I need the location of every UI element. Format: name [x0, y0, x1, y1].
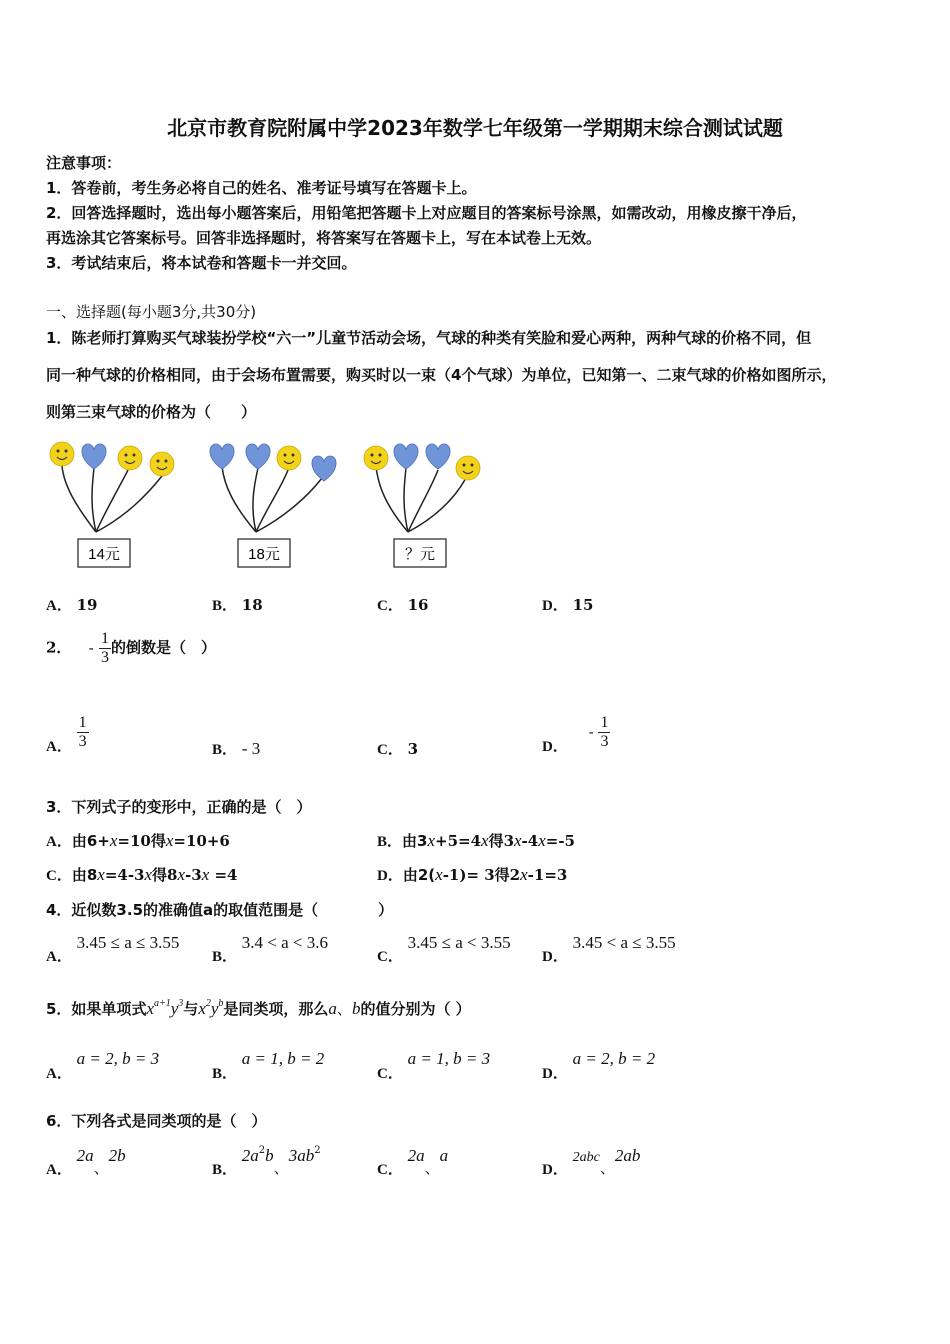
q5-option-a[interactable]: A． a = 2, b = 3 [46, 1049, 160, 1082]
q4-option-d[interactable]: D． 3.45 < a ≤ 3.55 [542, 933, 676, 965]
question-6: 6．下列各式是同类项的是（ ） [46, 1112, 267, 1130]
notice-item: 2．回答选择题时，选出每小题答案后，用铅笔把答题卡上对应题目的答案标号涂黑，如需改动，用橡皮擦干净后， [46, 204, 807, 222]
balloon-figure [46, 436, 486, 572]
page-title: 北京市教育院附属中学2023年数学七年级第一学期期末综合测试试题 [167, 116, 783, 140]
question-1-line: 1．陈老师打算购买气球装扮学校“六一”儿童节活动会场，气球的种类有笑脸和爱心两种，两种气球的价格不同，但 [46, 329, 812, 347]
q2-option-a[interactable]: A． $\frac{1}{3}$ [46, 714, 87, 755]
q4-option-b[interactable]: B． 3.4 < a < 3.6 [212, 933, 329, 965]
smiley-balloon [50, 442, 74, 466]
q4-option-a[interactable]: A． 3.45 ≤ a ≤ 3.55 [46, 933, 180, 965]
balloon-bundle-1 [50, 442, 174, 567]
bundle-price-3: ？元 [404, 546, 436, 563]
q3-option-a[interactable]: A．由6+x=10得x=10+6 [46, 831, 230, 850]
heart-balloon [312, 456, 336, 481]
q6-option-c[interactable]: C． 2a、a [377, 1146, 449, 1178]
q6-option-a[interactable]: A． 2a、2b [46, 1146, 126, 1178]
q1-option-a[interactable]: A． 19 [46, 596, 98, 614]
balloon-bundle-2 [210, 444, 336, 567]
question-1-line: 则第三束气球的价格为（ ） [46, 403, 257, 421]
question-3: 3．下列式子的变形中，正确的是（ ） [46, 798, 312, 816]
question-2: 2． - $\frac{1}{3}$ 的倒数是（ ） [46, 630, 216, 666]
smiley-balloon [118, 446, 142, 470]
heart-balloon [246, 444, 270, 469]
q6-option-d[interactable]: D． 2abc、2ab [542, 1146, 641, 1178]
q3-option-c[interactable]: C．由8x=4-3x得8x-3x =4 [46, 865, 238, 884]
notice-heading: 注意事项： [46, 154, 122, 172]
q3-option-b[interactable]: B．由3x+5=4x得3x-4x=-5 [377, 831, 575, 850]
q1-option-c[interactable]: C． 16 [377, 596, 429, 614]
smiley-balloon [277, 446, 301, 470]
q1-option-d[interactable]: D． 15 [542, 596, 594, 614]
heart-balloon [210, 444, 234, 469]
q3-option-d[interactable]: D．由2(x-1)= 3得2x-1=3 [377, 865, 568, 884]
notice-item: 3．考试结束后，将本试卷和答题卡一并交回。 [46, 254, 357, 272]
q5-option-d[interactable]: D． a = 2, b = 2 [542, 1049, 656, 1082]
smiley-balloon [456, 456, 480, 480]
fraction: $\frac{1}{3}$ [100, 630, 109, 666]
bundle-price-1: 14元 [88, 546, 120, 563]
balloon-bundle-3 [364, 444, 480, 567]
smiley-balloon [364, 446, 388, 470]
bundle-price-2: 18元 [248, 546, 280, 563]
question-1-line: 同一种气球的价格相同，由于会场布置需要，购买时以一束（4个气球）为单位，已知第一、二束气球的价格如图所示， [46, 366, 837, 384]
section-heading: 一、选择题(每小题3分,共30分) [46, 303, 257, 321]
notice-item: 1．答卷前，考生务必将自己的姓名、准考证号填写在答题卡上。 [46, 179, 477, 197]
question-4: 4．近似数3.5的准确值a的取值范围是（ ） [46, 901, 394, 919]
q5-option-c[interactable]: C． a = 1, b = 3 [377, 1049, 491, 1082]
notice-item: 再选涂其它答案标号。回答非选择题时，将答案写在答题卡上，写在本试卷上无效。 [46, 229, 602, 247]
q1-option-b[interactable]: B． 18 [212, 596, 263, 614]
q5-option-b[interactable]: B． a = 1, b = 2 [212, 1049, 325, 1082]
q2-option-b[interactable]: B． - 3 [212, 739, 261, 758]
q4-option-c[interactable]: C． 3.45 ≤ a < 3.55 [377, 933, 511, 965]
smiley-balloon [150, 452, 174, 476]
q2-option-d[interactable]: D． - $\frac{1}{3}$ [542, 714, 609, 755]
heart-balloon [426, 444, 450, 469]
q2-option-c[interactable]: C． 3 [377, 740, 419, 758]
heart-balloon [394, 444, 418, 469]
question-5: 5．如果单项式$x^{a+1}y^3$与$x^2y^b$是同类项，那么a、b的值分别为（ ） [46, 998, 471, 1018]
q6-option-b[interactable]: B． $2a^2b$、$3ab^2$ [212, 1145, 321, 1178]
heart-balloon [82, 444, 106, 469]
